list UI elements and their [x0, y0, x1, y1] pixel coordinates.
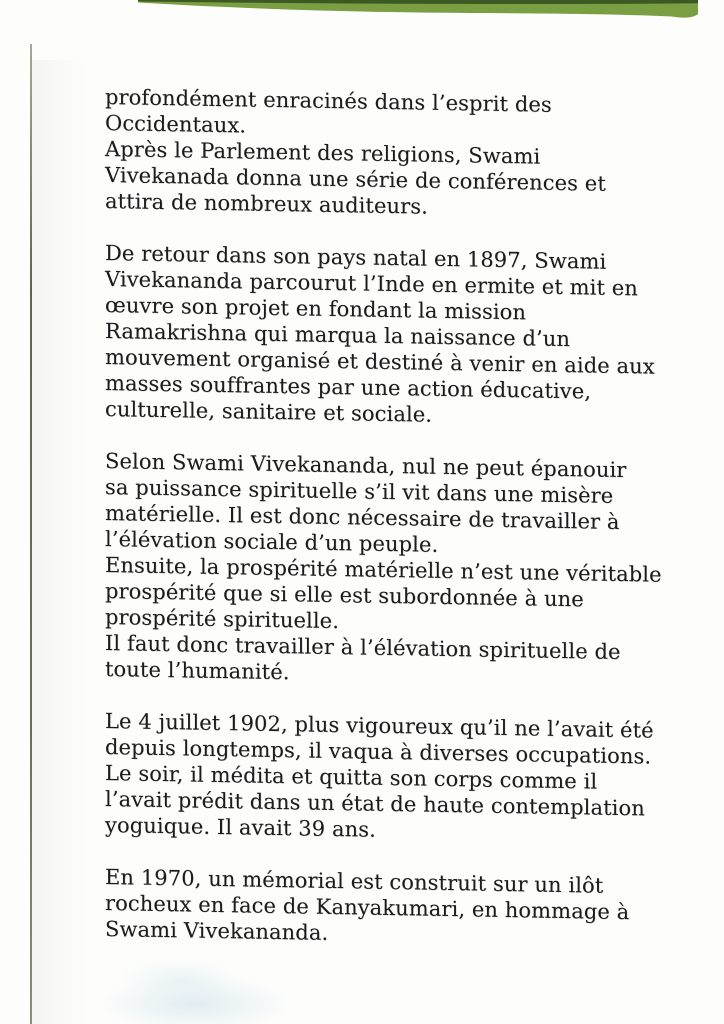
text-line: Occidentaux.	[105, 111, 247, 138]
text-line: Swami Vivekananda.	[105, 917, 329, 945]
text-line: masses souffrantes par une action éducative,	[105, 371, 592, 404]
text-line: depuis longtemps, il vaqua à diverses occupations.	[105, 735, 652, 769]
text-line: mouvement organisé et destiné à venir en aide aux	[105, 345, 655, 379]
text-line: toute l’humanité.	[105, 657, 290, 685]
text-line: En 1970, un mémorial est construit sur un ilôt	[105, 865, 604, 898]
text-line: Vivekanada donna une série de conférences et	[105, 163, 606, 196]
paragraph-retour-inde	[105, 240, 665, 432]
text-line: Vivekananda parcourut l’Inde en ermite et mit en	[105, 267, 638, 301]
text-line: attira de nombreux auditeurs.	[105, 189, 428, 219]
text-line: Ensuite, la prospérité matérielle n’est une véritable	[105, 553, 662, 587]
text-line: De retour dans son pays natal en 1897, Swami	[105, 241, 607, 274]
text-line: Ramakrishna qui marqua la naissance d’un	[105, 319, 571, 352]
text-line: profondément enracinés dans l’esprit des	[105, 85, 552, 117]
text-line: Après le Parlement des religions, Swami	[105, 137, 541, 169]
paragraph-memorial	[105, 864, 665, 952]
text-line: œuvre son projet en fondant la mission	[105, 293, 527, 325]
text-line: yoguique. Il avait 39 ans.	[105, 813, 376, 842]
text-line: Il faut donc travailler à l’élévation spirituelle de	[105, 631, 621, 664]
text-line: Le soir, il médita et quitta son corps comme il	[105, 761, 598, 794]
paragraph-philosophie	[105, 448, 665, 692]
text-line: sa puissance spirituelle s’il vit dans une misère	[105, 475, 614, 508]
text-line: rocheux en face de Kanyakumari, en hommage à	[105, 891, 630, 925]
text-line: Le 4 juillet 1902, plus vigoureux qu’il ne l’avait été	[105, 709, 654, 743]
text-line: culturelle, sanitaire et sociale.	[105, 397, 433, 427]
paragraph-mort	[105, 708, 665, 848]
text-line: l’élévation sociale d’un peuple.	[105, 527, 439, 557]
text-line: Selon Swami Vivekananda, nul ne peut épanouir	[105, 449, 627, 483]
text-line: matérielle. Il est donc nécessaire de travailler à	[105, 501, 620, 534]
text-line: prospérité que si elle est subordonnée à une	[105, 579, 584, 612]
page-gutter-shadow	[32, 60, 87, 1024]
document-text	[105, 84, 665, 978]
paragraph-intro	[105, 84, 665, 224]
text-line: l’avait prédit dans un état de haute contemplation	[105, 787, 645, 821]
leaf-edge-decoration	[0, 0, 724, 22]
text-line: prospérité spirituelle.	[105, 605, 339, 634]
